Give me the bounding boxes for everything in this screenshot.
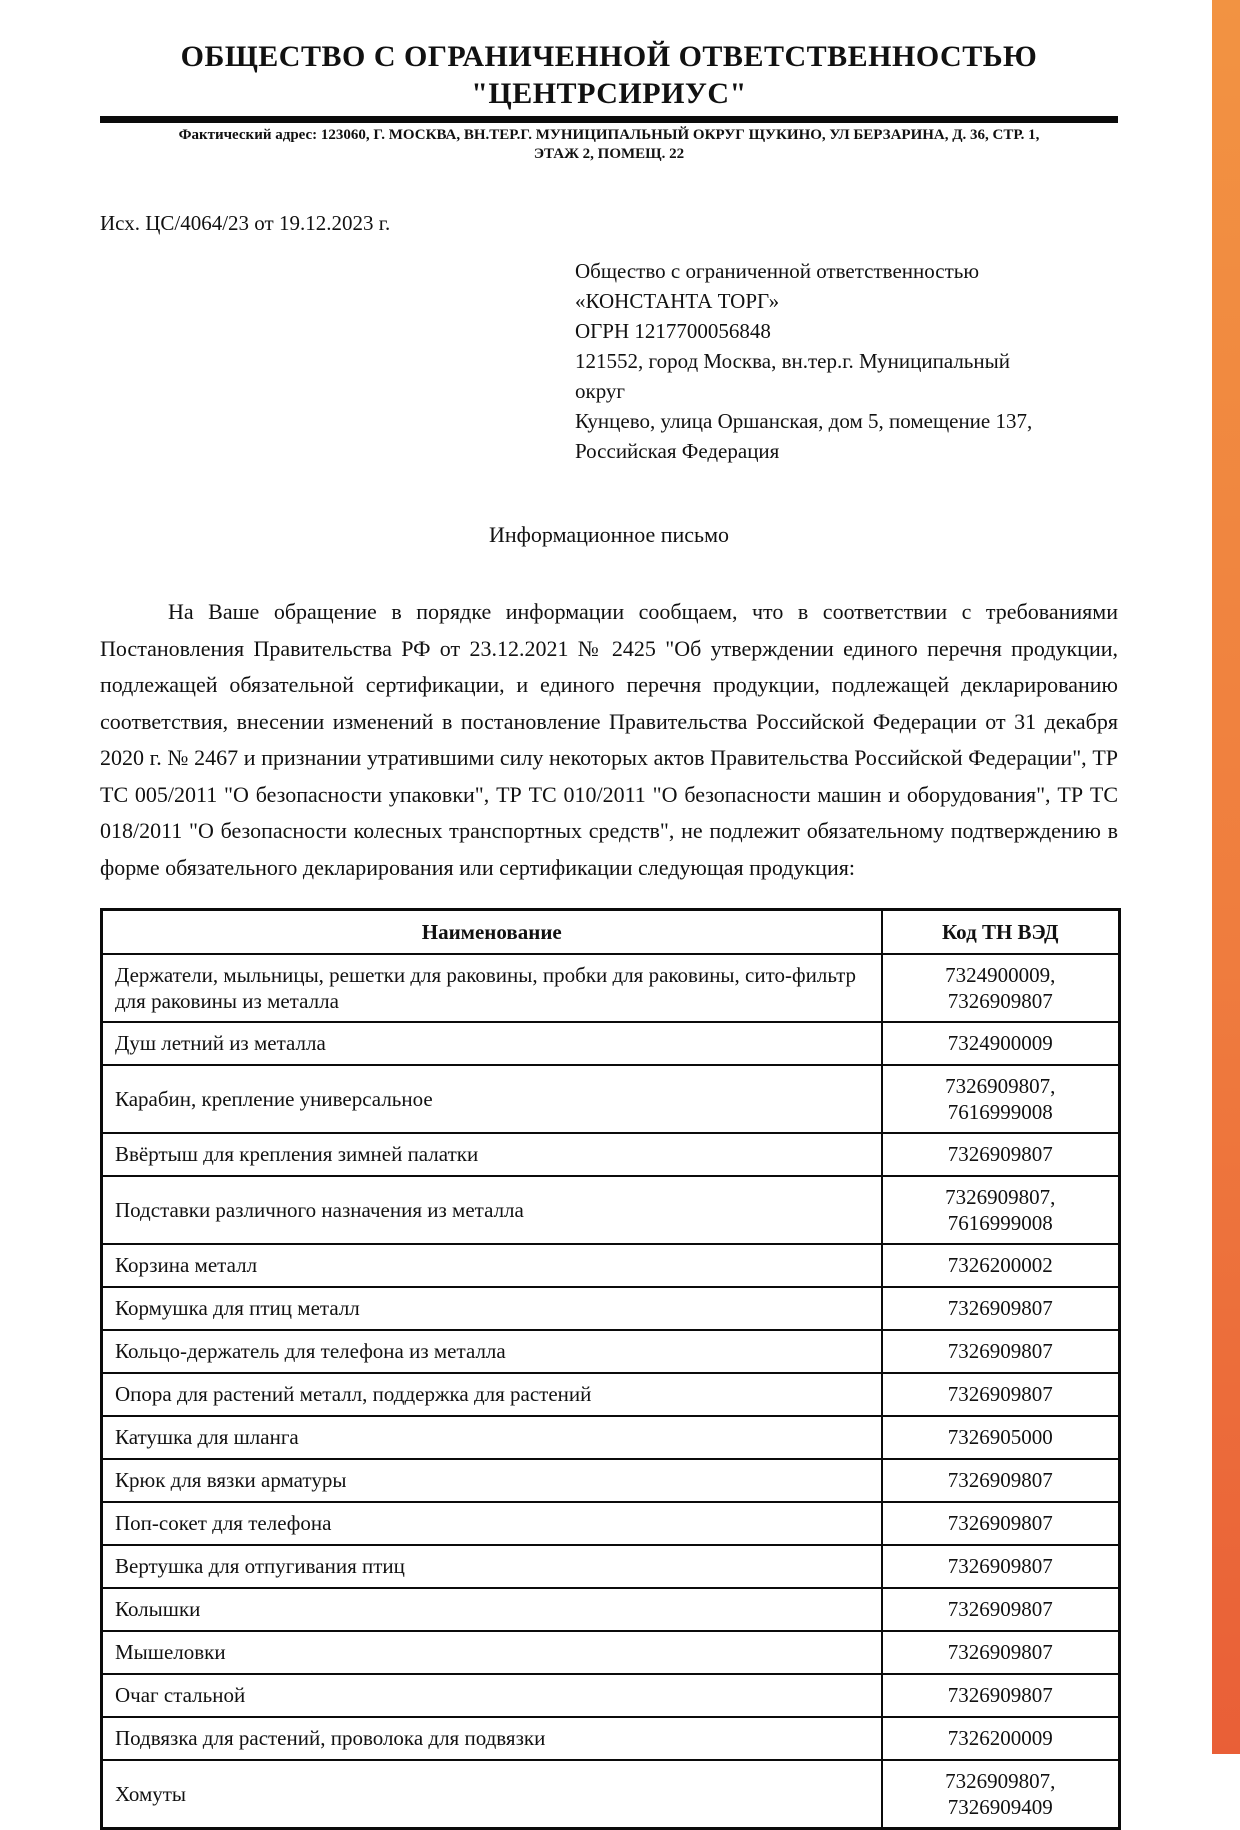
recipient-line: ОГРН 1217700056848 [575,319,771,343]
product-name-cell: Кольцо-держатель для телефона из металла [102,1330,882,1373]
product-name-cell: Опора для растений металл, поддержка для растений [102,1373,882,1416]
table-row [102,1631,1120,1674]
table-row [102,1176,1120,1244]
tnved-code-cell: 7326909807, 7326909409 [882,1760,1120,1829]
table-row [102,1717,1120,1760]
product-name-cell: Кормушка для птиц металл [102,1287,882,1330]
tnved-code-cell: 7326909807 [882,1674,1120,1717]
recipient-line: Общество с ограниченной ответственностью [575,259,980,283]
products-table [100,908,1121,1830]
table-row [102,1133,1120,1176]
tnved-code-cell: 7326909807 [882,1502,1120,1545]
company-address-line1: Фактический адрес: 123060, Г. МОСКВА, ВН.ТЕР.Г. МУНИЦИПАЛЬНЫЙ ОКРУГ ЩУКИНО, УЛ БЕРЗАРИНА, Д. 36, СТР. 1, [178,127,1040,143]
recipient-block [575,256,1045,466]
product-name-cell: Душ летний из металла [102,1022,882,1065]
letter-meta [100,210,1118,466]
recipient-line: Российская Федерация [575,439,780,463]
company-name-line1: ОБЩЕСТВО С ОГРАНИЧЕННОЙ ОТВЕТСТВЕННОСТЬЮ [180,40,1038,73]
letter-body-paragraph: На Ваше обращение в порядке информации сообщаем, что в соответствии с требованиями Постановления Правительства РФ от 23.12.2021 № 2425 "Об утверждении единого перечня продукции, подлежащей обязательной сертификации, и единого перечня продукции, подлежащей декларированию соответствия, внесении изменений в постановление Правительства Российской Федерации от 31 декабря 2020 г. № 2467 и признании утратившими силу некоторых актов Правительства Российской Федерации", ТР ТС 005/2011 "О безопасности упаковки", ТР ТС 010/2011 "О безопасности машин и оборудования", ТР ТС 018/2011 "О безопасности колесных транспортных средств", не подлежит обязательному подтверждению в форме обязательного декларирования или сертификации следующая продукция: [100,599,1118,880]
column-header-tnved-code: Код ТН ВЭД [882,910,1120,954]
tnved-code-cell: 7324900009, 7326909807 [882,954,1120,1022]
table-row [102,1502,1120,1545]
tnved-code-cell: 7326909807, 7616999008 [882,1176,1120,1244]
tnved-code-cell: 7326200009 [882,1717,1120,1760]
table-row [102,1416,1120,1459]
tnved-code-cell: 7326909807 [882,1588,1120,1631]
tnved-code-cell: 7326909807 [882,1287,1120,1330]
product-name-cell: Поп-сокет для телефона [102,1502,882,1545]
product-name-cell: Колышки [102,1588,882,1631]
tnved-code-cell: 7326909807, 7616999008 [882,1065,1120,1133]
company-address-line2: ЭТАЖ 2, ПОМЕЩ. 22 [533,146,685,162]
product-name-cell: Карабин, крепление универсальное [102,1065,882,1133]
tnved-code-cell: 7326909807 [882,1133,1120,1176]
table-row [102,1545,1120,1588]
letterhead-divider-rule [100,116,1118,123]
table-body [102,954,1120,1829]
product-name-cell: Очаг стальной [102,1674,882,1717]
tnved-code-cell: 7326909807 [882,1545,1120,1588]
outgoing-ref-number: Исх. ЦС/4064/23 от 19.12.2023 г. [100,211,391,235]
column-header-name: Наименование [102,910,882,954]
letterhead [100,38,1118,164]
product-name-cell: Ввёртыш для крепления зимней палатки [102,1133,882,1176]
table-row [102,1459,1120,1502]
table-row [102,1065,1120,1133]
recipient-line: «КОНСТАНТА ТОРГ» [575,289,780,313]
letter-subject: Информационное письмо [488,522,729,547]
product-name-cell: Подставки различного назначения из металла [102,1176,882,1244]
table-row [102,954,1120,1022]
table-row [102,1373,1120,1416]
table-header-row [102,910,1120,954]
product-name-cell: Хомуты [102,1760,882,1829]
product-name-cell: Вертушка для отпугивания птиц [102,1545,882,1588]
tnved-code-cell: 7324900009 [882,1022,1120,1065]
product-name-cell: Мышеловки [102,1631,882,1674]
table-row [102,1588,1120,1631]
table-row [102,1674,1120,1717]
tnved-code-cell: 7326905000 [882,1416,1120,1459]
table-row [102,1287,1120,1330]
tnved-code-cell: 7326909807 [882,1631,1120,1674]
tnved-code-cell: 7326909807 [882,1373,1120,1416]
product-name-cell: Крюк для вязки арматуры [102,1459,882,1502]
product-name-cell: Держатели, мыльницы, решетки для раковины, пробки для раковины, сито-фильтр для раковины из металла [102,954,882,1022]
recipient-line: 121552, город Москва, вн.тер.г. Муниципальный округ [575,349,1010,403]
product-name-cell: Катушка для шланга [102,1416,882,1459]
recipient-line: Кунцево, улица Оршанская, дом 5, помещение 137, [575,409,1033,433]
tnved-code-cell: 7326909807 [882,1459,1120,1502]
tnved-code-cell: 7326200002 [882,1244,1120,1287]
company-name-line2: "ЦЕНТРСИРИУС" [471,77,747,110]
table-row [102,1760,1120,1829]
product-name-cell: Корзина металл [102,1244,882,1287]
table-row [102,1330,1120,1373]
table-row [102,1022,1120,1065]
table-row [102,1244,1120,1287]
product-name-cell: Подвязка для растений, проволока для подвязки [102,1717,882,1760]
tnved-code-cell: 7326909807 [882,1330,1120,1373]
